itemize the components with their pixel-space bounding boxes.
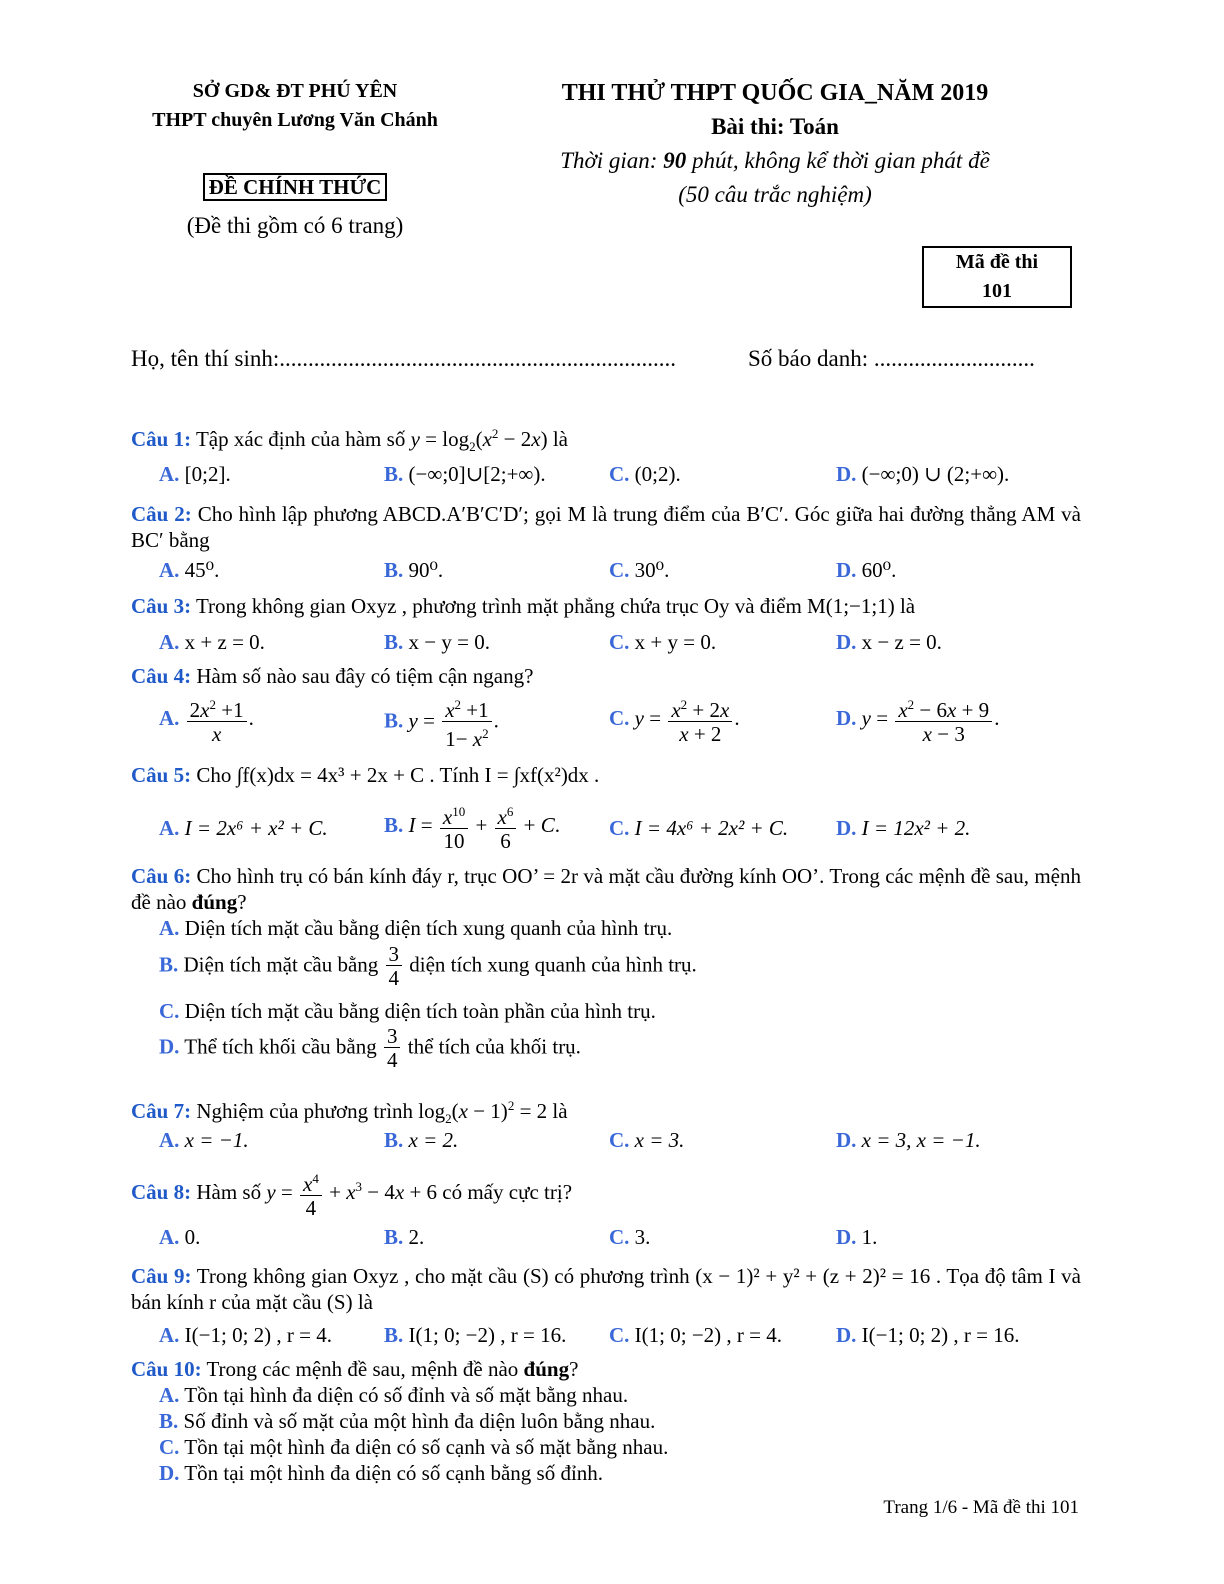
q5-option-b: B. I = $\frac{x^{10}}{10}$ + $\frac{x^6}{6}$ + C. bbox=[384, 801, 560, 853]
q5-option-c: C. I = 4x⁶ + 2x² + C. bbox=[609, 816, 789, 840]
header-left bbox=[130, 77, 460, 135]
subject: Bài thi: Toán bbox=[711, 114, 839, 139]
q10-option-d: D. Tồn tại một hình đa diện có số cạnh bằng số đỉnh. bbox=[159, 1461, 604, 1485]
q7-option-c: C. x = 3. bbox=[609, 1128, 685, 1152]
question-4: Câu 4: Hàm số nào sau đây có tiệm cận ngang? bbox=[131, 664, 534, 688]
time-info: Thời gian: 90 phút, không kể thời gian phát đề bbox=[560, 148, 990, 173]
q5-option-a: A. I = 2x⁶ + x² + C. bbox=[159, 816, 328, 840]
exam-code-label: Mã đề thi bbox=[955, 251, 1039, 273]
q5-option-d: D. I = 12x² + 2. bbox=[836, 816, 971, 840]
q8-option-d: D. 1. bbox=[836, 1225, 878, 1249]
q4-option-c: C. y = $\frac{x^2 + 2x}{x + 2}$ . bbox=[609, 694, 740, 746]
q1-option-d: D. (−∞;0) ∪ (2;+∞). bbox=[836, 462, 1010, 486]
q3-option-d: D. x − z = 0. bbox=[836, 630, 942, 654]
question-count: (50 câu trắc nghiệm) bbox=[678, 182, 872, 207]
q7-option-d: D. x = 3, x = −1. bbox=[836, 1128, 981, 1152]
page-footer: Trang 1/6 - Mã đề thi 101 bbox=[883, 1497, 1079, 1518]
q8-option-b: B. 2. bbox=[384, 1225, 425, 1249]
q6-option-c: C. Diện tích mặt cầu bằng diện tích toàn phần của hình trụ. bbox=[159, 999, 656, 1023]
q3-option-c: C. x + y = 0. bbox=[609, 630, 717, 654]
q9-option-d: D. I(−1; 0; 2) , r = 16. bbox=[836, 1323, 1020, 1347]
exam-title: THI THỬ THPT QUỐC GIA_NĂM 2019 bbox=[561, 80, 989, 106]
q3-option-a: A. x + z = 0. bbox=[159, 630, 265, 654]
q7-option-b: B. x = 2. bbox=[384, 1128, 459, 1152]
q9-option-a: A. I(−1; 0; 2) , r = 4. bbox=[159, 1323, 332, 1347]
question-label: Câu 1: bbox=[131, 427, 192, 451]
q6-option-d: D. Thể tích khối cầu bằng $\frac{3}{4}$ thể tích của khối trụ. bbox=[159, 1024, 581, 1072]
q2-option-a: A. 45⁰. bbox=[159, 558, 220, 582]
question-5: Câu 5: Cho ∫f(x)dx = 4x³ + 2x + C . Tính I = ∫xf(x²)dx . bbox=[131, 763, 600, 787]
q6-option-b: B. Diện tích mặt cầu bằng $\frac{3}{4}$ diện tích xung quanh của hình trụ. bbox=[159, 942, 697, 990]
school-name: THPT chuyên Lương Văn Chánh bbox=[152, 109, 438, 131]
candidate-name: Họ, tên thí sinh:..................................................................... bbox=[131, 346, 676, 371]
q10-option-b: B. Số đỉnh và số mặt của một hình đa diện luôn bằng nhau. bbox=[159, 1409, 656, 1433]
exam-code-box bbox=[922, 246, 1072, 308]
q4-option-b: B. y = $\frac{x^2 +1}{1- x^2}$ . bbox=[384, 694, 499, 751]
dept-name: SỞ GD& ĐT PHÚ YÊN bbox=[192, 80, 398, 102]
question-7: Câu 7: Nghiệm của phương trình $\log_2(x - 1)^2 = 2$ là bbox=[131, 1098, 568, 1127]
q8-option-a: A. 0. bbox=[159, 1225, 201, 1249]
q1-option-c: C. (0;2). bbox=[609, 462, 681, 486]
question-9: Câu 9: Trong không gian Oxyz , cho mặt cầu (S) có phương trình (x − 1)² + y² + (z + 2)² = 16 . Tọa độ tâm I và bán kính r của mặt cầu (S) là bbox=[131, 1264, 1081, 1314]
page-count: (Đề thi gồm có 6 trang) bbox=[186, 213, 404, 238]
q10-option-c: C. Tồn tại một hình đa diện có số cạnh và số mặt bằng nhau. bbox=[159, 1435, 669, 1459]
q1-option-a: A. [0;2]. bbox=[159, 462, 231, 486]
q10-option-a: A. Tồn tại hình đa diện có số đỉnh và số mặt bằng nhau. bbox=[159, 1383, 629, 1407]
q3-option-b: B. x − y = 0. bbox=[384, 630, 490, 654]
official-label-wrap bbox=[130, 175, 460, 200]
question-2: Câu 2: Cho hình lập phương ABCD.A′B′C′D′; gọi M là trung điểm của B′C′. Góc giữa hai đường thẳng AM và BC′ bằng bbox=[131, 502, 1082, 552]
q2-option-c: C. 30⁰. bbox=[609, 558, 670, 582]
q4-option-d: D. y = $\frac{x^2 - 6x + 9}{x - 3}$ . bbox=[836, 694, 999, 746]
question-6: Câu 6: Cho hình trụ có bán kính đáy r, trục OO’ = 2r và mặt cầu đường kính OO’. Trong các mệnh đề sau, mệnh đề nào đúng? bbox=[131, 864, 1082, 914]
q7-option-a: A. x = −1. bbox=[159, 1128, 249, 1152]
exam-code-value: 101 bbox=[982, 280, 1012, 302]
q2-option-d: D. 60⁰. bbox=[836, 558, 897, 582]
q2-option-b: B. 90⁰. bbox=[384, 558, 444, 582]
q4-option-a: A. $\frac{2x^2 +1}{x}$ . bbox=[159, 694, 254, 746]
q9-option-b: B. I(1; 0; −2) , r = 16. bbox=[384, 1323, 567, 1347]
q9-option-c: C. I(1; 0; −2) , r = 4. bbox=[609, 1323, 782, 1347]
question-10: Câu 10: Trong các mệnh đề sau, mệnh đề nào đúng? bbox=[131, 1357, 579, 1381]
candidate-id: Số báo danh: ............................ bbox=[748, 346, 1035, 371]
question-3: Câu 3: Trong không gian Oxyz , phương trình mặt phẳng chứa trục Oy và điểm M(1;−1;1) là bbox=[131, 594, 916, 618]
question-8: Câu 8: Hàm số y = $\frac{x^4}{4}$ + $x^3 - 4x + 6$ có mấy cực trị? bbox=[131, 1168, 1081, 1220]
q6-option-a: A. Diện tích mặt cầu bằng diện tích xung quanh của hình trụ. bbox=[159, 916, 673, 940]
q8-option-c: C. 3. bbox=[609, 1225, 651, 1249]
official-label: ĐỀ CHÍNH THỨC bbox=[203, 173, 388, 201]
question-1: Câu 1: Tập xác định của hàm số $y = \log_2(x^2 - 2x)$ là bbox=[131, 426, 568, 455]
q1-option-b: B. (−∞;0]∪[2;+∞). bbox=[384, 462, 546, 486]
